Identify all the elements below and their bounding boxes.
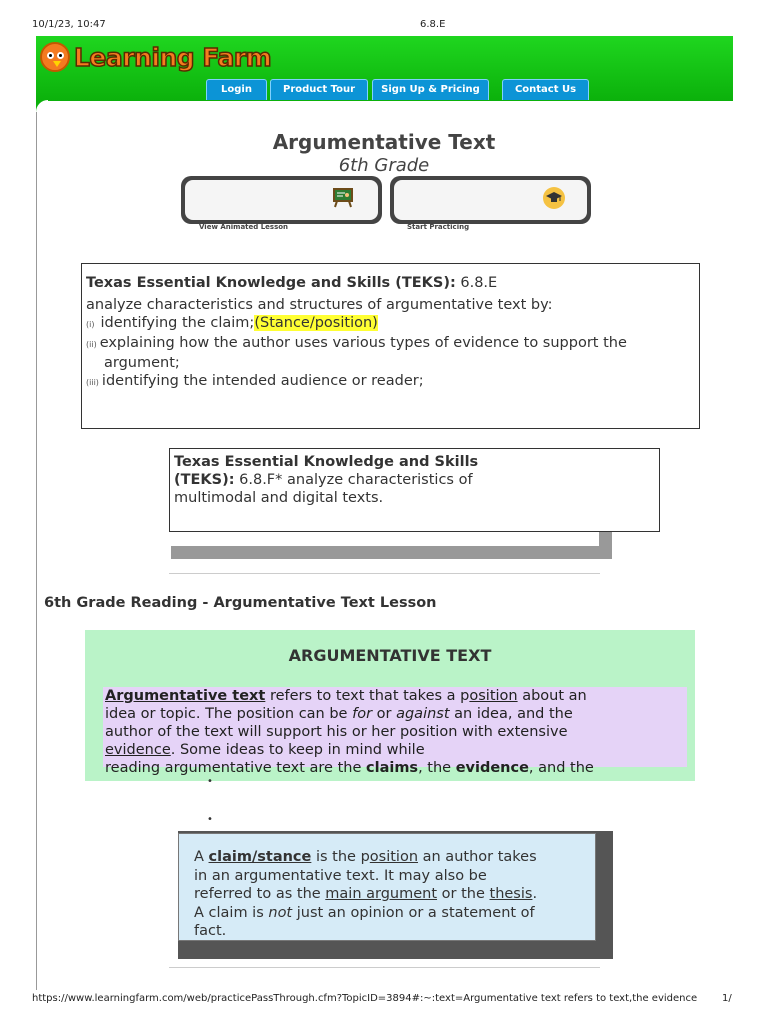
definition-box xyxy=(103,687,687,776)
teks-item-ii-cont: argument; xyxy=(104,355,180,371)
claim-card xyxy=(178,833,596,941)
teks2-shadow-bottom xyxy=(171,546,612,559)
chalkboard-icon xyxy=(332,186,354,208)
print-footer-url: https://www.learningfarm.com/web/practicePassThrough.cfm?TopicID=3894#:~:text=Argumentative text refers to text,the evidence xyxy=(32,993,698,1004)
claim-line-5: fact. xyxy=(194,923,227,939)
lesson-title: Argumentative Text xyxy=(272,130,496,154)
claim-line-1: A claim/stance is the position an author takes xyxy=(194,849,537,865)
print-page-number: 1/ xyxy=(722,993,732,1004)
claim-line-3: referred to as the main argument or the thesis. xyxy=(194,886,538,902)
owl-icon xyxy=(40,42,70,72)
print-page-title: 6.8.E xyxy=(420,19,446,30)
claim-line-2: in an argumentative text. It may also be xyxy=(194,867,487,884)
graduation-cap-icon xyxy=(542,186,566,210)
print-timestamp: 10/1/23, 10:47 xyxy=(32,19,106,30)
section-heading: 6th Grade Reading - Argumentative Text Lesson xyxy=(44,595,437,611)
bullet-2: • xyxy=(207,814,213,825)
teks-box-6-8-e xyxy=(81,263,700,429)
nav-sign-up-pricing[interactable]: Sign Up & Pricing xyxy=(372,79,489,100)
def-line-2: idea or topic. The position can be for or against an idea, and the xyxy=(105,706,573,722)
teks-heading: Texas Essential Knowledge and Skills (TEKS): xyxy=(86,275,456,291)
teks2-line3: multimodal and digital texts. xyxy=(174,490,384,506)
teks-item-i: (i) identifying the claim;(Stance/position) xyxy=(86,315,378,331)
site-header xyxy=(36,36,733,101)
brand-name: Learning Farm xyxy=(74,42,272,72)
divider-2 xyxy=(169,967,600,968)
start-practicing-button[interactable] xyxy=(390,176,591,224)
brand-logo[interactable] xyxy=(40,40,271,74)
teks2-heading: Texas Essential Knowledge and Skills xyxy=(174,454,479,470)
view-lesson-button[interactable] xyxy=(181,176,382,224)
nav-login[interactable]: Login xyxy=(206,79,267,100)
stance-highlight: (Stance/position) xyxy=(254,315,378,331)
claim-line-4: A claim is not just an opinion or a statement of xyxy=(194,904,535,921)
start-practicing-caption: Start Practicing xyxy=(407,223,470,231)
teks-box-6-8-f xyxy=(169,448,660,532)
green-box-title: ARGUMENTATIVE TEXT xyxy=(288,646,492,665)
def-line-3: author of the text will support his or her position with extensive xyxy=(105,724,568,740)
teks-code: 6.8.E xyxy=(460,275,498,291)
nav-contact-us[interactable]: Contact Us xyxy=(502,79,589,100)
def-line-4: evidence. Some ideas to keep in mind while xyxy=(105,742,425,758)
teks-item-iii: (iii) identifying the intended audience or reader; xyxy=(86,373,424,389)
def-line-5: reading argumentative text are the claims, the evidence, and the xyxy=(105,760,594,776)
divider-1 xyxy=(169,573,600,574)
view-lesson-caption: View Animated Lesson xyxy=(199,223,289,231)
teks-intro: analyze characteristics and structures of argumentative text by: xyxy=(86,297,553,313)
lesson-grade: 6th Grade xyxy=(338,155,430,176)
teks2-line2: (TEKS): 6.8.F* analyze characteristics of xyxy=(174,472,473,488)
argumentative-text-box xyxy=(85,630,695,781)
bullet-1: • xyxy=(207,776,213,787)
header-curve xyxy=(36,100,48,112)
def-line-1: Argumentative text refers to text that takes a position about an xyxy=(105,688,587,704)
nav-product-tour[interactable]: Product Tour xyxy=(270,79,368,100)
teks-item-ii: (ii) explaining how the author uses various types of evidence to support the xyxy=(86,335,627,351)
